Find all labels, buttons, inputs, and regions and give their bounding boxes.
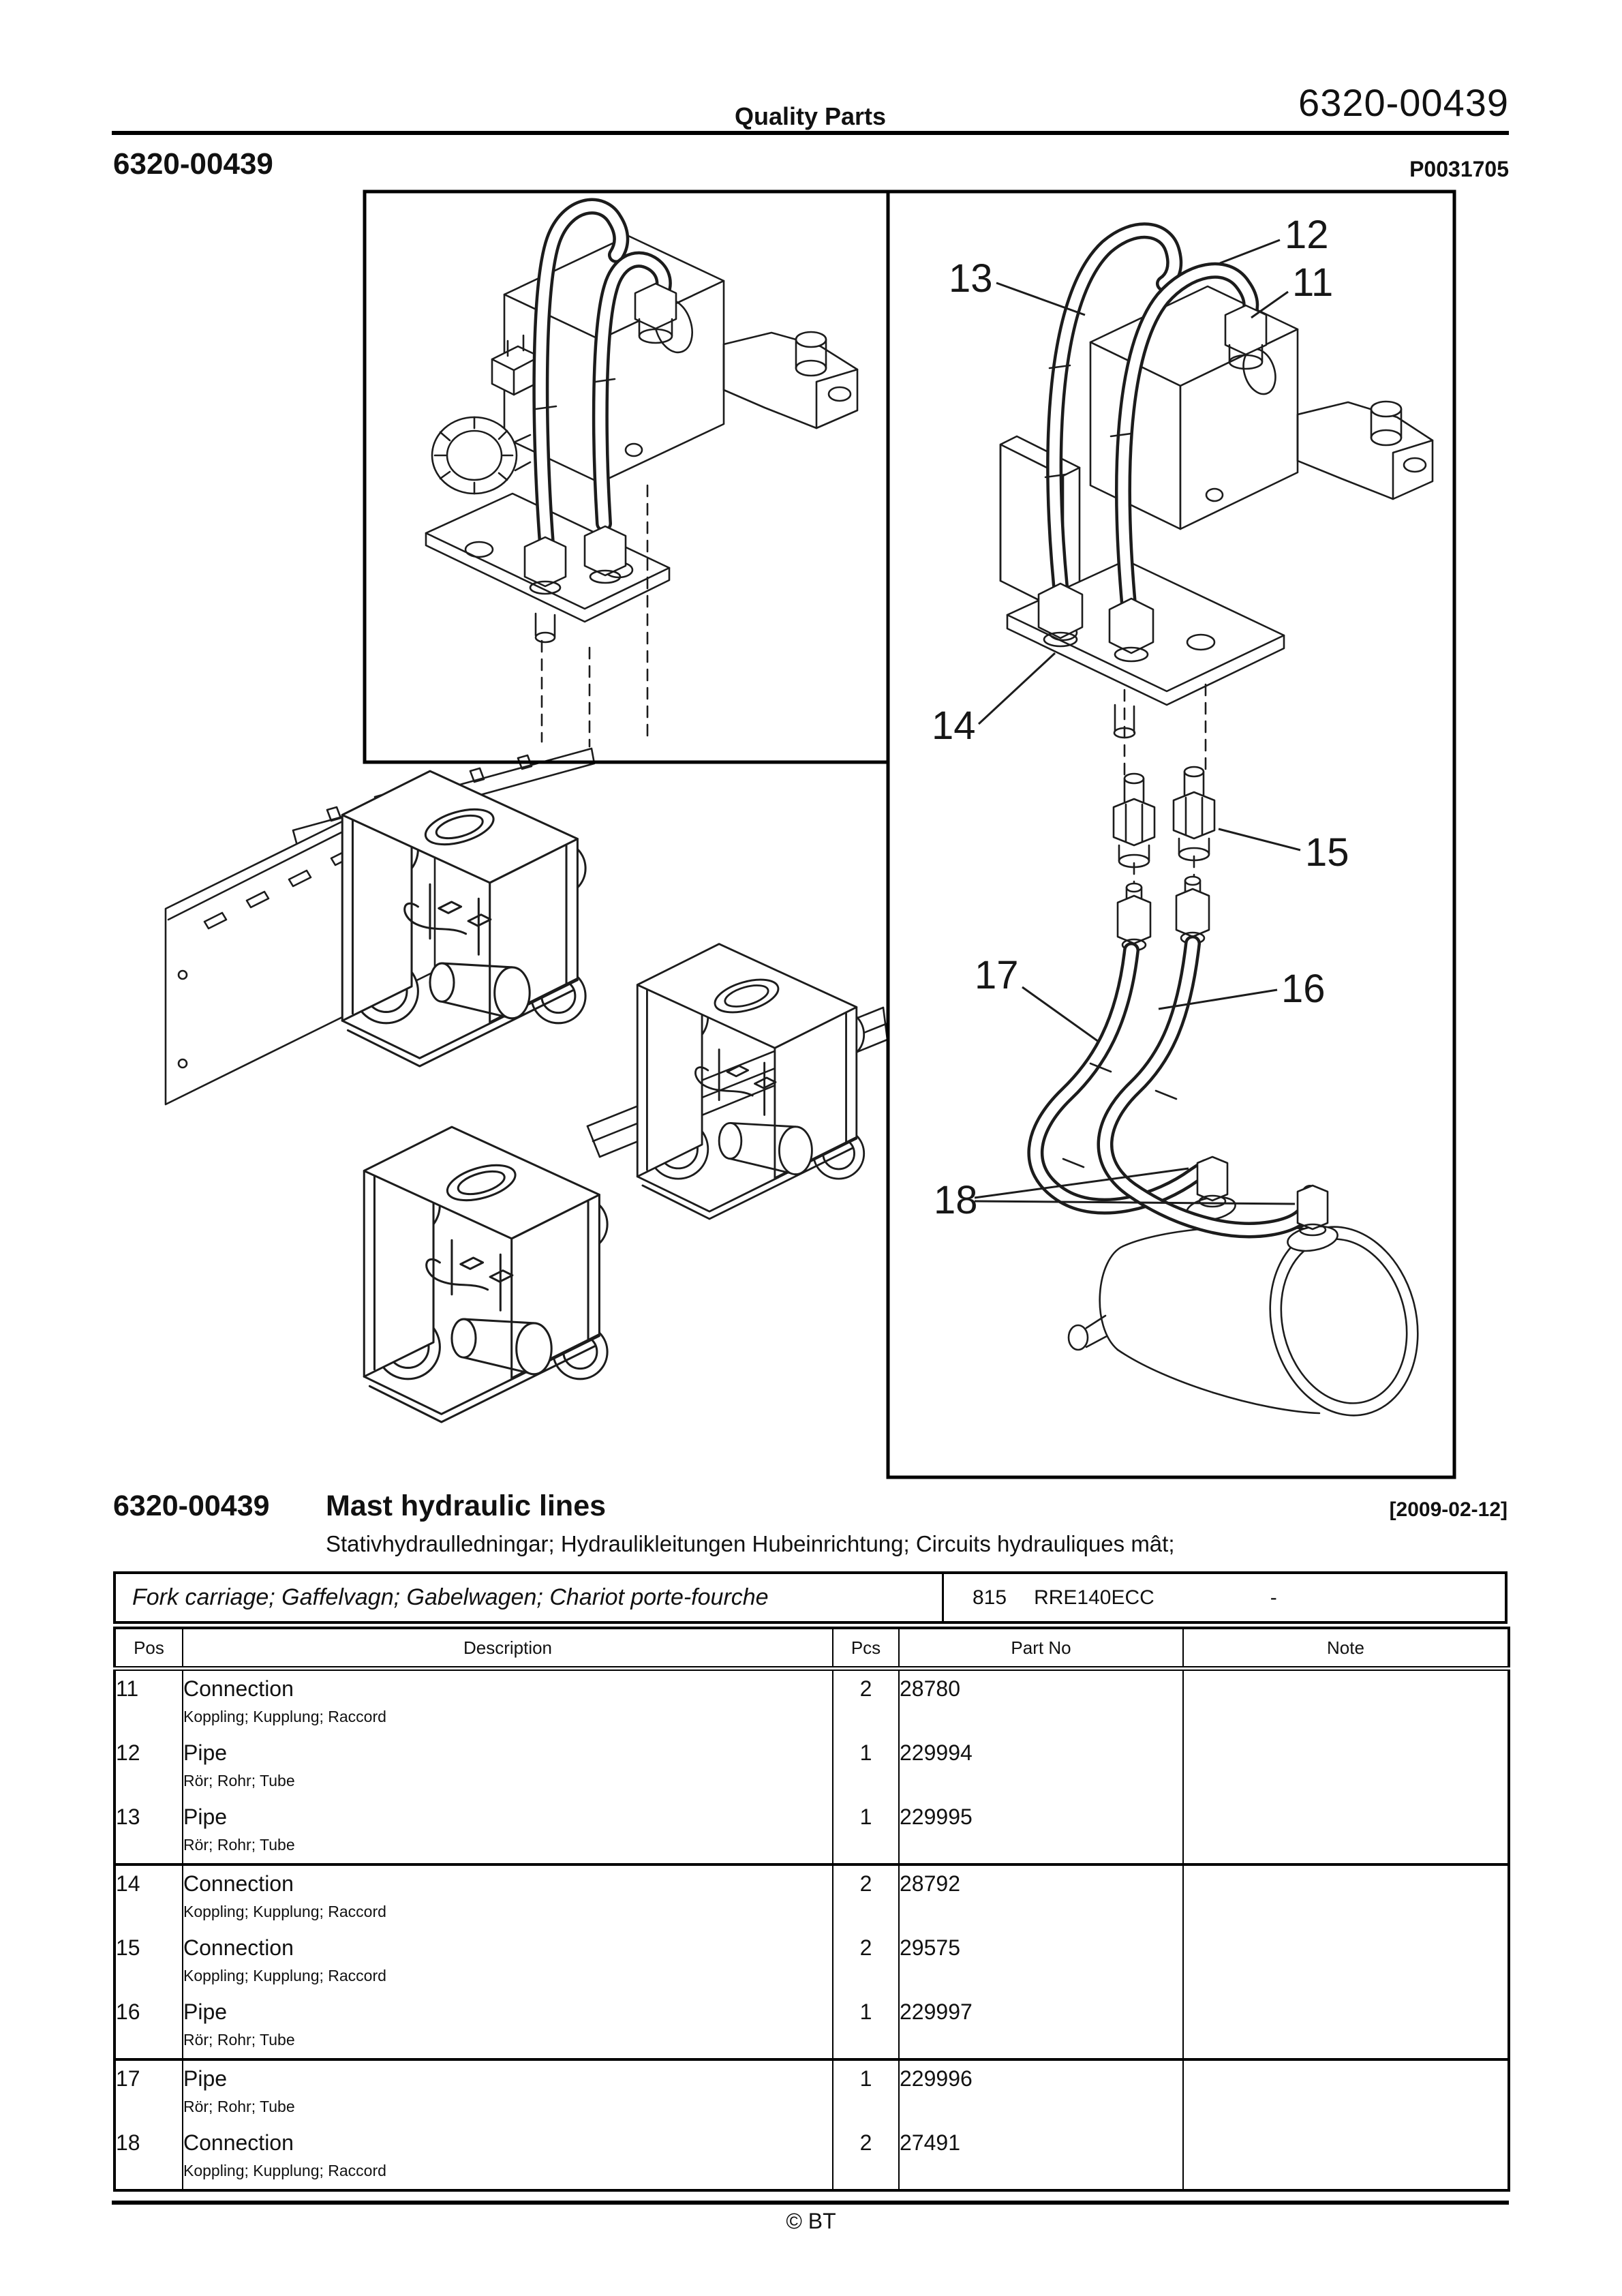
model-band-label: Fork carriage; Gaffelvagn; Gabelwagen; Chariot porte-fourche: [116, 1574, 944, 1621]
cell-pos: 14: [116, 1871, 140, 1896]
description-main: Connection: [183, 1935, 294, 1960]
description-translations: Koppling; Kupplung; Raccord: [183, 2162, 386, 2179]
cell-note: [1183, 1669, 1509, 1736]
description-main: Connection: [183, 2130, 294, 2155]
cell-note: [1183, 1864, 1509, 1930]
page-subtitle: Stativhydraulledningar; Hydraulikleitungen Hubeinrichtung; Circuits hydrauliques mât;: [326, 1531, 1175, 1556]
doc-number-top-right: 6320-00439: [1298, 81, 1509, 124]
cell-description: [183, 2059, 833, 2125]
description-main: Connection: [183, 1871, 294, 1896]
valve-assembly-left: [426, 207, 857, 746]
cell-part-no: 29575: [899, 1930, 1183, 1994]
header-title: Quality Parts: [734, 102, 887, 130]
footer-rule: [112, 2201, 1509, 2205]
cell-part-no: 229994: [899, 1735, 1183, 1799]
doc-number-left: 6320-00439: [113, 147, 273, 181]
cell-part-no: 229995: [899, 1799, 1183, 1864]
cell-description: [183, 1669, 833, 1736]
description-translations: Rör; Rohr; Tube: [183, 1836, 295, 1854]
callout-12: 12: [1285, 213, 1329, 257]
description-main: Pipe: [183, 1804, 228, 1829]
description-translations: Rör; Rohr; Tube: [183, 2098, 295, 2115]
cell-pcs: 2: [833, 1930, 899, 1994]
cell-part-no: 229997: [899, 1994, 1183, 2059]
table-row: [114, 1864, 1509, 1930]
callout-18: 18: [934, 1178, 978, 1222]
table-header-row: [114, 1628, 1509, 1669]
cell-description: [183, 1864, 833, 1930]
valve-assembly-right: [1000, 230, 1437, 1431]
cell-description: [183, 1735, 833, 1799]
cell-note: [1183, 2059, 1509, 2125]
print-reference: P0031705: [1409, 157, 1509, 181]
description-translations: Rör; Rohr; Tube: [183, 2031, 295, 2049]
description-translations: Koppling; Kupplung; Raccord: [183, 1967, 386, 1984]
description-main: Connection: [183, 1676, 294, 1701]
cell-pos: 15: [116, 1935, 140, 1960]
cell-pos: 16: [114, 1994, 183, 2059]
cell-part-no: 229996: [899, 2059, 1183, 2125]
fork-carriage-assemblies: [166, 749, 887, 1422]
description-translations: Rör; Rohr; Tube: [183, 1772, 295, 1789]
cell-description: [183, 1994, 833, 2059]
cell-pcs: 2: [833, 2125, 899, 2190]
callout-13: 13: [949, 256, 993, 301]
cell-description: [183, 1930, 833, 1994]
callout-17: 17: [975, 953, 1019, 997]
cell-pcs: 2: [833, 1864, 899, 1930]
col-header-part-no: Part No: [899, 1628, 1183, 1669]
callout-11: 11: [1292, 260, 1334, 305]
cell-pcs: 1: [833, 1799, 899, 1864]
title-number: 6320-00439: [113, 1490, 270, 1522]
table-row: [114, 1669, 1509, 1736]
table-row: [114, 1735, 1509, 1799]
cell-part-no: 27491: [899, 2125, 1183, 2190]
parts-table: [113, 1627, 1510, 2192]
cell-note: [1183, 1930, 1509, 1994]
cell-pcs: 1: [833, 2059, 899, 2125]
revision-date: [2009-02-12]: [1389, 1498, 1508, 1521]
col-header-pos: Pos: [114, 1628, 183, 1669]
cell-pcs: 1: [833, 1994, 899, 2059]
cell-part-no: 28780: [899, 1669, 1183, 1736]
cell-description: [183, 2125, 833, 2190]
model-band: [113, 1571, 1508, 1624]
cell-note: [1183, 1994, 1509, 2059]
cell-description: [183, 1799, 833, 1864]
cell-pos: 11: [116, 1676, 139, 1701]
cell-pos: 18: [116, 2130, 140, 2155]
col-header-note: Note: [1183, 1628, 1509, 1669]
cell-note: [1183, 1799, 1509, 1864]
description-main: Pipe: [183, 1740, 228, 1765]
cell-note: [1183, 2125, 1509, 2190]
col-header-pcs: Pcs: [833, 1628, 899, 1669]
cell-pcs: 2: [833, 1669, 899, 1736]
table-row: [114, 1930, 1509, 1994]
table-row: [114, 1994, 1509, 2059]
callout-15: 15: [1305, 830, 1349, 875]
table-row: [114, 2059, 1509, 2125]
model-note-dash: -: [1270, 1586, 1277, 1609]
cell-pos: 17: [116, 2066, 140, 2091]
cell-note: [1183, 1735, 1509, 1799]
description-translations: Koppling; Kupplung; Raccord: [183, 1903, 386, 1920]
description-main: Pipe: [183, 1999, 228, 2024]
cell-pos: 13: [114, 1799, 183, 1864]
table-row: [114, 1799, 1509, 1864]
model-code: 815: [973, 1586, 1007, 1609]
cell-part-no: 28792: [899, 1864, 1183, 1930]
description-main: Pipe: [183, 2066, 228, 2091]
cell-pos: 12: [116, 1740, 140, 1765]
callout-16: 16: [1281, 967, 1326, 1011]
description-translations: Koppling; Kupplung; Raccord: [183, 1708, 386, 1725]
cell-pcs: 1: [833, 1735, 899, 1799]
table-row: [114, 2125, 1509, 2190]
model-name: RRE140ECC: [1034, 1586, 1154, 1609]
col-header-description: Description: [183, 1628, 833, 1669]
callout-14: 14: [932, 704, 976, 748]
copyright: © BT: [786, 2209, 836, 2233]
model-band-info: [944, 1574, 1505, 1621]
page-title: Mast hydraulic lines: [326, 1490, 607, 1522]
